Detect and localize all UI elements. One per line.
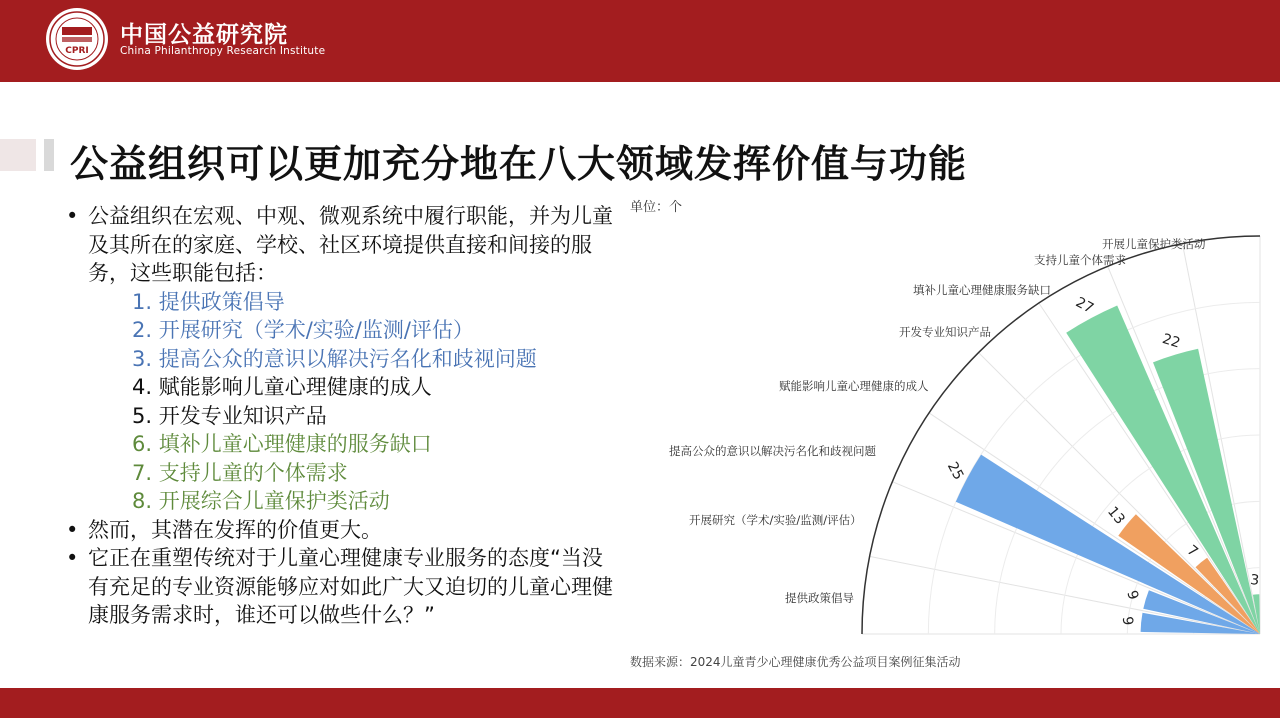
function-item-2: 2. 开展研究（学术/实验/监测/评估） <box>132 318 474 342</box>
function-item-5: 5. 开发专业知识产品 <box>132 403 327 428</box>
org-name-cn: 中国公益研究院 <box>120 22 288 48</box>
svg-text:CPRI: CPRI <box>65 46 89 56</box>
page-title: 公益组织可以更加充分地在八大领域发挥价值与功能 <box>70 142 968 186</box>
function-item-8: 8. 开展综合儿童保护类活动 <box>132 489 390 513</box>
bullet-dot: • <box>66 517 79 542</box>
wedge-value-label: 27 <box>1072 294 1097 317</box>
wedge-value-label: 7 <box>1183 542 1201 561</box>
category-label: 填补儿童心理健康服务缺口 <box>913 283 1051 297</box>
bullet-potential <box>60 516 620 545</box>
function-list <box>60 288 620 516</box>
bullet-text: 它正在重塑传统对于儿童心理健康专业服务的态度“当没有充足的专业资源能够应对如此广大又迫切的儿童心理健康服务需求时，谁还可以做些什么？” <box>88 546 613 627</box>
bullet-functions <box>60 202 620 288</box>
bullet-text: 然而，其潜在发挥的价值更大。 <box>88 517 382 542</box>
title-decoration-accent <box>44 139 54 171</box>
category-label: 赋能影响儿童心理健康的成人 <box>779 379 929 393</box>
function-item-3: 3. 提高公众的意识以解决污名化和歧视问题 <box>132 346 537 371</box>
category-label: 开展研究（学术/实验/监测/评估） <box>689 513 862 527</box>
category-label: 支持儿童个体需求 <box>1034 253 1126 267</box>
wedge-value-label: 13 <box>1104 503 1128 528</box>
category-label: 开展儿童保护类活动 <box>1102 237 1206 251</box>
title-decoration <box>0 139 36 171</box>
category-label: 提高公众的意识以解决污名化和歧视问题 <box>669 444 876 458</box>
function-item-1: 1. 提供政策倡导 <box>132 289 285 314</box>
cpri-seal-logo-icon <box>44 6 110 72</box>
bullet-text: 公益组织在宏观、中观、微观系统中履行职能，并为儿童及其所在的家庭、学校、社区环境提供直接和间接的服务，这些职能包括： <box>88 204 613 285</box>
polar-bar-chart <box>612 184 1280 686</box>
bullet-dot: • <box>66 204 79 228</box>
wedge-value-label: 9 <box>1118 615 1136 627</box>
function-item-4: 4. 赋能影响儿童心理健康的成人 <box>132 375 432 399</box>
function-item-7: 7. 支持儿童的个体需求 <box>132 460 348 485</box>
category-label: 开发专业知识产品 <box>899 325 991 339</box>
category-label: 提供政策倡导 <box>785 591 854 605</box>
footer-bar <box>0 688 1280 718</box>
wedge-value-label: 3 <box>1249 572 1260 589</box>
bullet-dot: • <box>66 546 79 570</box>
org-name-en: China Philanthropy Research Institute <box>120 45 326 57</box>
wedge-value-label: 22 <box>1160 331 1183 352</box>
function-item-6: 6. 填补儿童心理健康的服务缺口 <box>132 432 432 456</box>
header-bar <box>0 0 1280 82</box>
wedge-value-label: 9 <box>1123 588 1142 602</box>
wedge-value-label: 25 <box>943 459 967 483</box>
unit-label: 单位：个 <box>630 200 683 215</box>
data-source: 数据来源：2024儿童青少心理健康优秀公益项目案例征集活动 <box>630 655 961 669</box>
content-text <box>60 202 620 630</box>
bullet-reshape <box>60 544 620 630</box>
